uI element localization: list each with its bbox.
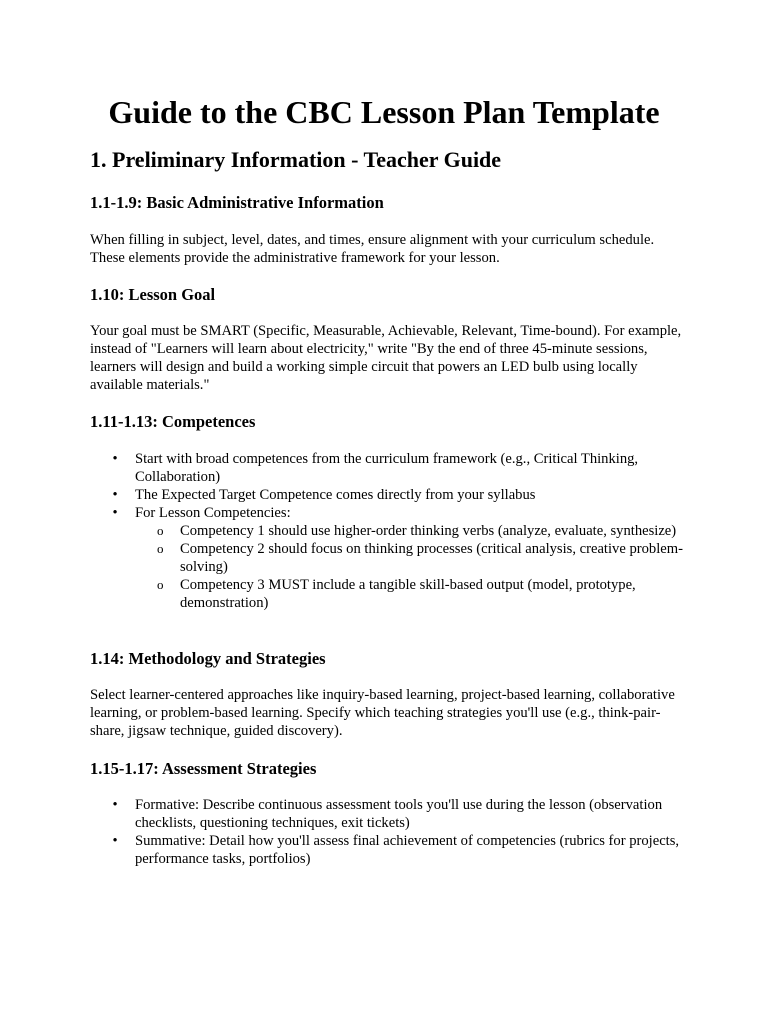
bullet-icon: • [112, 797, 118, 813]
subheading-administrative: 1.1-1.9: Basic Administrative Information [90, 193, 384, 212]
subheading-competences: 1.11-1.13: Competences [90, 412, 256, 431]
paragraph-lesson-goal: Your goal must be SMART (Specific, Measurable, Achievable, Relevant, Time-bound). For example, instead of "Learners will learn about electricity," write "By the end of three 45-minute sessions, learners will design and build a working simple circuit that powers an LED bulb using locally available materials." [90, 323, 682, 393]
paragraph-methodology: Select learner-centered approaches like inquiry-based learning, project-based learning, collaborative learning, or problem-based learning. Specify which teaching strategies you'll use (e.g., think-pair-share, jigsaw technique, guided discovery). [90, 687, 675, 739]
subheading-lesson-goal: 1.10: Lesson Goal [90, 285, 216, 304]
list-item-text: Formative: Describe continuous assessment tools you'll use during the lesson (observation checklists, questioning techniques, exit tickets) [135, 797, 663, 831]
sub-list-item [135, 540, 690, 576]
list-item [90, 450, 690, 486]
list-item-text: Summative: Detail how you'll assess final achievement of competencies (rubrics for projects, performance tasks, portfolios) [135, 833, 680, 867]
list-item [90, 796, 690, 832]
sub-list-item-text: Competency 1 should use higher-order thinking verbs (analyze, evaluate, synthesize) [180, 523, 677, 539]
subheading-methodology: 1.14: Methodology and Strategies [90, 649, 326, 668]
document-title: Guide to the CBC Lesson Plan Template [108, 94, 660, 130]
circle-bullet-icon: o [157, 541, 164, 556]
circle-bullet-icon: o [157, 577, 164, 592]
competences-list [90, 450, 690, 612]
list-item [90, 486, 690, 504]
circle-bullet-icon: o [157, 523, 164, 538]
list-item [90, 504, 690, 612]
assessment-list [90, 796, 690, 868]
lesson-competencies-sublist [135, 522, 690, 612]
sub-list-item [135, 522, 690, 540]
bullet-icon: • [112, 487, 118, 503]
subheading-assessment: 1.15-1.17: Assessment Strategies [90, 759, 317, 778]
list-item-text: The Expected Target Competence comes directly from your syllabus [135, 487, 536, 503]
sub-list-item-text: Competency 3 MUST include a tangible skill-based output (model, prototype, demonstration) [180, 577, 636, 611]
sub-list-item-text: Competency 2 should focus on thinking processes (critical analysis, creative problem-solving) [180, 541, 683, 575]
paragraph-administrative: When filling in subject, level, dates, and times, ensure alignment with your curriculum schedule. These elements provide the administrative framework for your lesson. [90, 232, 655, 266]
bullet-icon: • [112, 833, 118, 849]
list-item [90, 832, 690, 868]
sub-list-item [135, 576, 690, 612]
bullet-icon: • [112, 451, 118, 467]
section-heading: 1. Preliminary Information - Teacher Guide [90, 147, 502, 172]
bullet-icon: • [112, 505, 118, 521]
list-item-text: For Lesson Competencies: [135, 505, 291, 521]
list-item-text: Start with broad competences from the curriculum framework (e.g., Critical Thinking, Collaboration) [135, 451, 639, 485]
